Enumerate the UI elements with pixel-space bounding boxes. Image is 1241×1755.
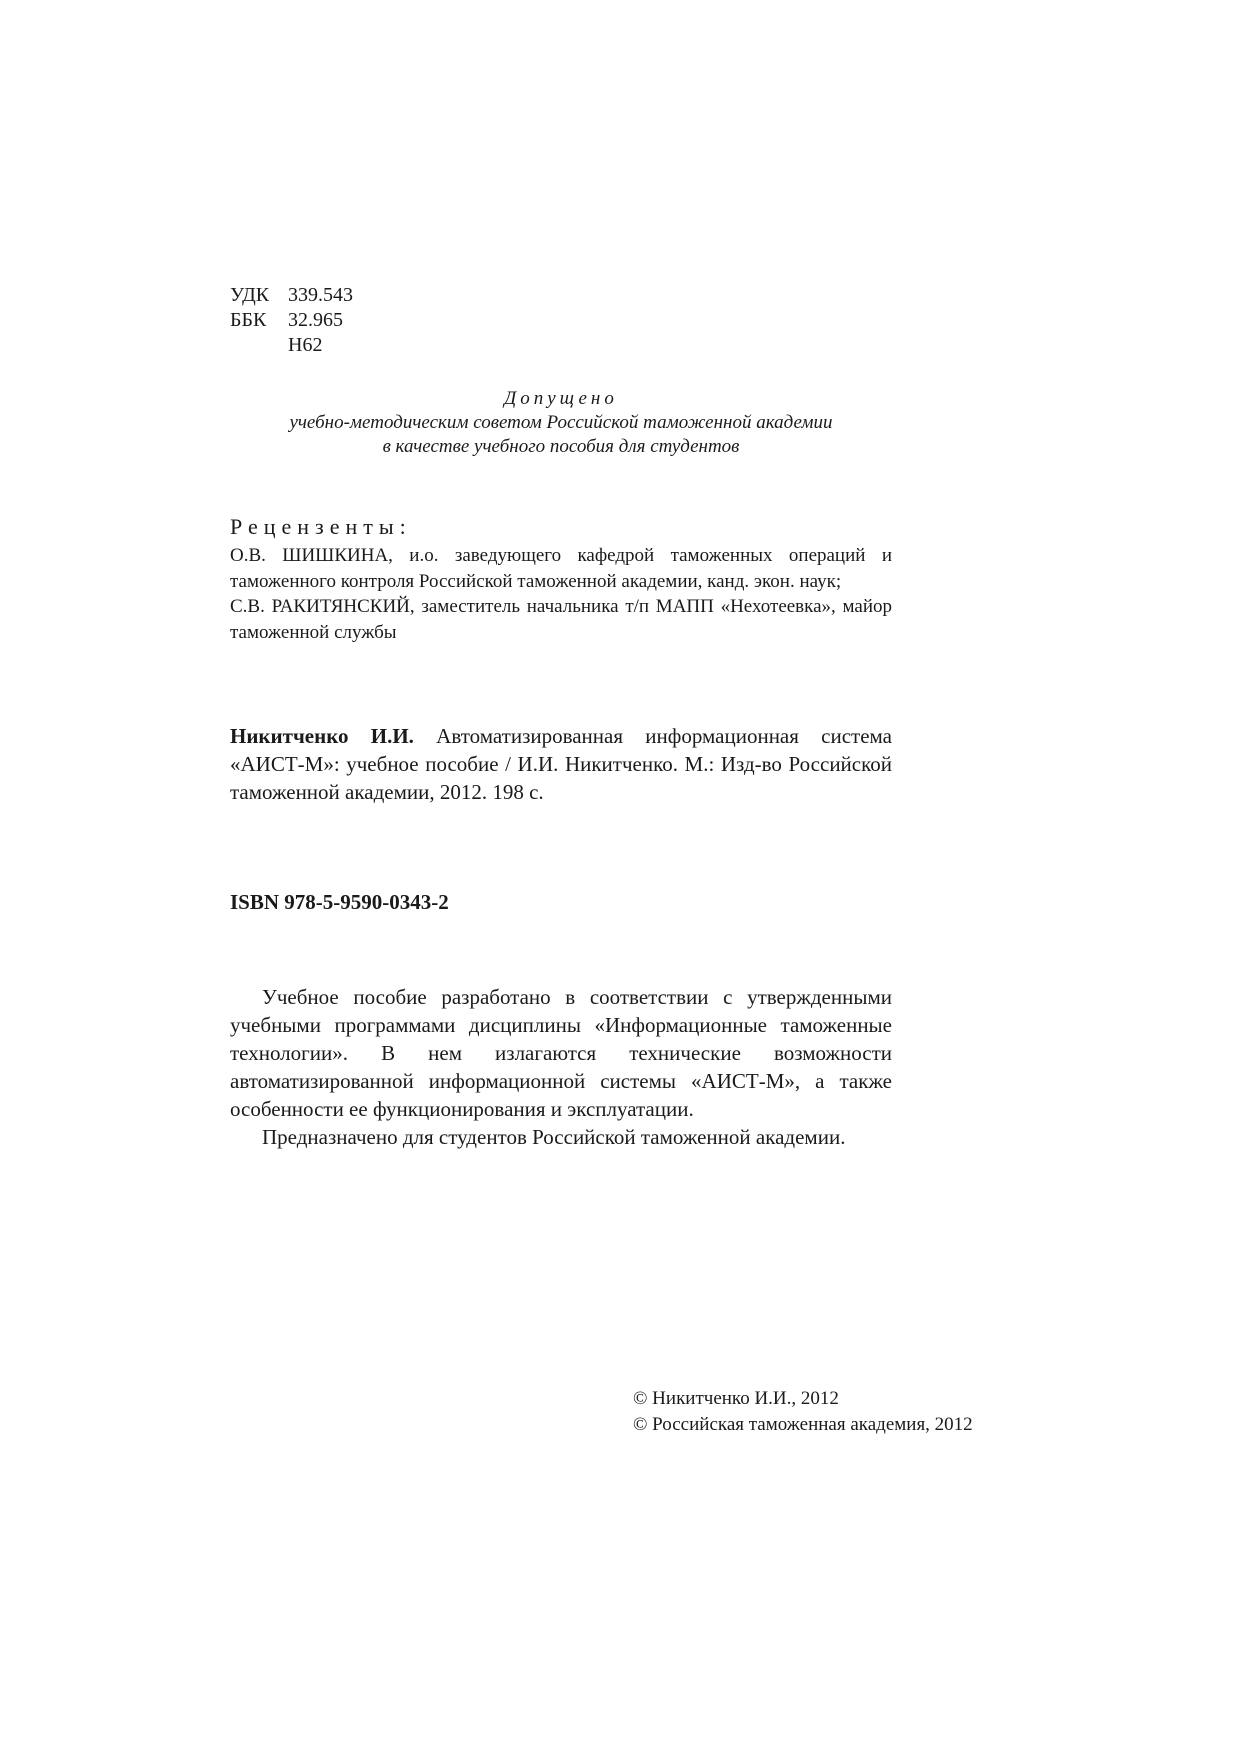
approval-line-1: учебно-методическим советом Российской таможенной академии [289,412,833,433]
reviewers-block [230,513,892,645]
approval-heading: Допущено [504,388,618,409]
approval-block [230,387,892,459]
reviewer-entry: О.В. ШИШКИНА, и.о. заведующего кафедрой таможенных операций и таможенного контроля Российской таможенной академии, канд. экон. наук; [230,545,892,592]
reviewer-entry: С.В. РАКИТЯНСКИЙ, заместитель начальника т/п МАПП «Нехотеевка», майор таможенной службы [230,596,892,643]
bibliographic-record [230,722,892,806]
copyright-publisher: © Российская таможенная академия, 2012 [633,1414,973,1435]
bbk-row [230,308,353,333]
approval-line-2: в качестве учебного пособия для студентов [382,436,740,457]
annotation-block [230,983,892,1151]
bbk-label: ББК [230,309,267,331]
copyright-block [633,1386,973,1438]
bibliographic-description: Автоматизированная информационная система «АИСТ-М»: учебное пособие / И.И. Никитченко. М.: Изд-во Российской таможенной академии, 2012. 198 с. [230,724,892,804]
udk-label: УДК [230,284,270,306]
udk-value: 339.543 [288,284,353,306]
copyright-author: © Никитченко И.И., 2012 [633,1388,839,1409]
author-mark: Н62 [288,334,323,356]
bibliographic-author: Никитченко И.И. [230,724,414,748]
bbk-value: 32.965 [288,309,343,331]
classification-block [230,283,353,358]
udk-row [230,283,353,308]
annotation-paragraph: Учебное пособие разработано в соответствии с утвержденными учебными программами дисциплины «Информационные таможенные технологии». В нем излагаются технические возможности автоматизированной информационной системы «АИСТ-М», а также особенности ее функционирования и эксплуатации. [230,985,892,1121]
reviewers-title: Рецензенты: [230,514,412,539]
author-mark-row [230,333,353,358]
isbn: ISBN 978-5-9590-0343-2 [230,890,449,914]
annotation-paragraph: Предназначено для студентов Российской таможенной академии. [262,1125,846,1149]
